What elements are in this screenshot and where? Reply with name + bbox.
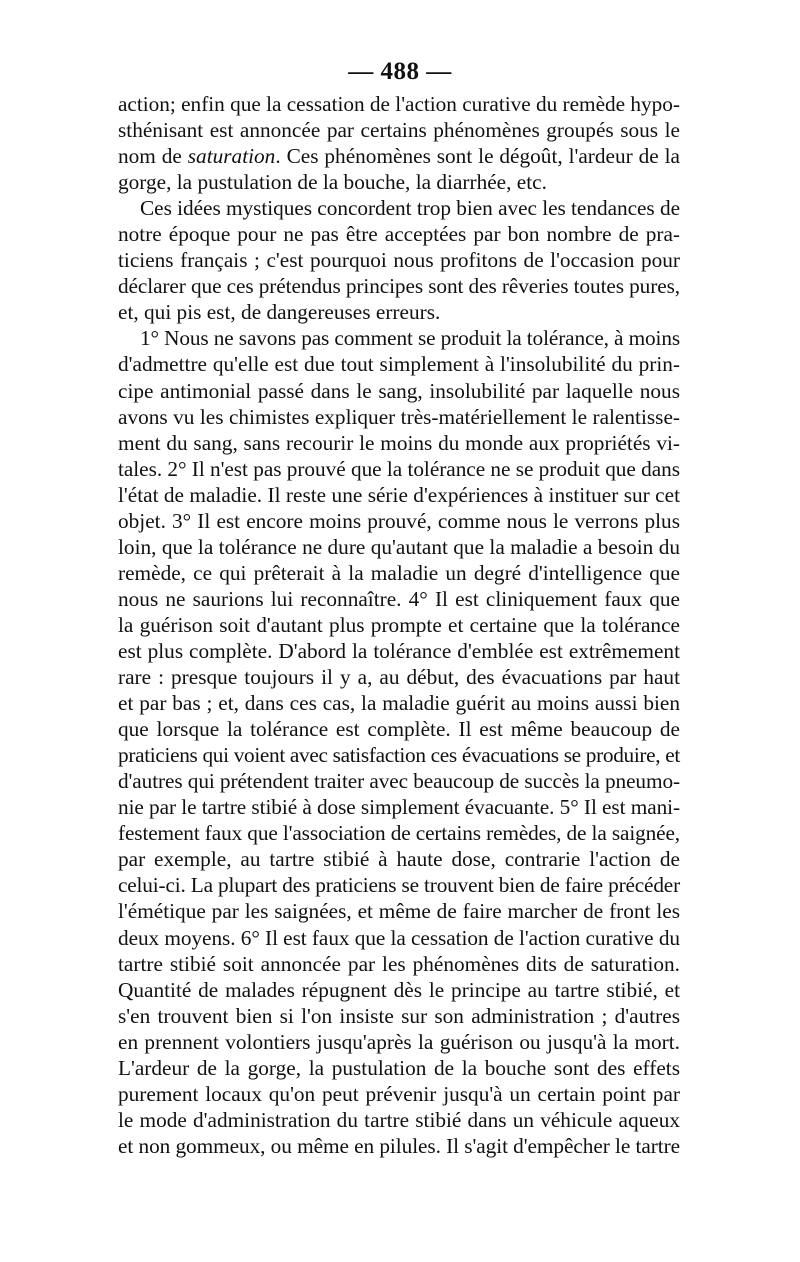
text-line: que lorsque la tolérance est complète. Il est même beaucoup de [118, 717, 680, 742]
text-line: rare : presque toujours il y a, au début, des évacuations par haut [118, 665, 680, 690]
text-line: loin, que la tolérance ne dure qu'autant que la maladie a besoin du [118, 534, 680, 559]
text-line: ticiens français ; c'est pourquoi nous profitons de l'occasion pour [118, 248, 680, 273]
text-line: notre époque pour ne pas être acceptées par bon nombre de pra- [118, 222, 680, 247]
text-line: Ces idées mystiques concordent trop bien avec les tendances de [140, 196, 680, 221]
text-line: d'admettre qu'elle est due tout simplement à l'insolubilité du prin- [118, 352, 680, 377]
text-line: celui-ci. La plupart des praticiens se trouvent bien de faire précéder [118, 873, 680, 898]
text-line: ment du sang, sans recourir le moins du monde aux propriétés vi- [118, 430, 680, 455]
text-line: et non gommeux, ou même en pilules. Il s'agit d'empêcher le tartre [118, 1133, 680, 1158]
text-line: déclarer que ces prétendus principes sont des rêveries toutes pures, [118, 274, 680, 299]
text-line: s'en trouvent bien si l'on insiste sur son administration ; d'autres [118, 1003, 680, 1028]
text-line: nie par le tartre stibié à dose simplement évacuante. 5° Il est mani- [118, 795, 680, 820]
text-line: et par bas ; et, dans ces cas, la maladie guérit au moins aussi bien [118, 691, 680, 716]
text-line: par exemple, au tartre stibié à haute dose, contrarie l'action de [118, 847, 680, 872]
text-line: nom de saturation. Ces phénomènes sont le dégoût, l'ardeur de la [118, 144, 680, 169]
text-line: Quantité de malades répugnent dès le principe au tartre stibié, et [118, 977, 680, 1002]
text-line: l'émétique par les saignées, et même de faire marcher de front les [118, 899, 680, 924]
text-line: tartre stibié soit annoncée par les phénomènes dits de saturation. [118, 951, 680, 976]
text-line: action; enfin que la cessation de l'action curative du remède hypo- [118, 92, 680, 116]
text-line: l'état de maladie. Il reste une série d'expériences à instituer sur cet [118, 482, 680, 507]
text-line: avons vu les chimistes expliquer très-matériellement le ralentisse- [118, 404, 680, 429]
body-text [118, 91, 680, 1159]
text-line: praticiens qui voient avec satisfaction ces évacuations se produire, et [118, 743, 680, 768]
text-line: d'autres qui prétendent traiter avec beaucoup de succès la pneumo- [118, 769, 680, 794]
text-line: et, qui pis est, de dangereuses erreurs. [118, 300, 441, 325]
text-line: gorge, la pustulation de la bouche, la diarrhée, etc. [118, 170, 547, 195]
text-line: remède, ce qui prêterait à la maladie un degré d'intelligence que [118, 560, 680, 585]
italic-term: saturation [187, 144, 276, 169]
text-line: festement faux que l'association de certains remèdes, de la saignée, [118, 821, 680, 846]
text-line: deux moyens. 6° Il est faux que la cessation de l'action curative du [118, 925, 680, 950]
text-line: le mode d'administration du tartre stibié dans un véhicule aqueux [118, 1107, 680, 1132]
text-line: 1° Nous ne savons pas comment se produit la tolérance, à moins [140, 326, 680, 351]
text-line: objet. 3° Il est encore moins prouvé, comme nous le verrons plus [118, 508, 680, 533]
text-line: cipe antimonial passé dans le sang, insolubilité par laquelle nous [118, 378, 680, 403]
text-line: sthénisant est annoncée par certains phénomènes groupés sous le [118, 118, 680, 143]
text-line: est plus complète. D'abord la tolérance d'emblée est extrêmement [118, 638, 680, 663]
text-line: tales. 2° Il n'est pas prouvé que la tolérance ne se produit que dans [118, 456, 680, 481]
page-number: — 488 — [348, 58, 452, 85]
text-line: la guérison soit d'autant plus prompte et certaine que la tolérance [118, 612, 680, 637]
text-line: L'ardeur de la gorge, la pustulation de la bouche sont des effets [118, 1055, 680, 1080]
text-line: purement locaux qu'on peut prévenir jusqu'à un certain point par [118, 1081, 680, 1106]
text-line: nous ne saurions lui reconnaître. 4° Il est cliniquement faux que [118, 586, 680, 611]
text-line: en prennent volontiers jusqu'après la guérison ou jusqu'à la mort. [118, 1029, 680, 1054]
